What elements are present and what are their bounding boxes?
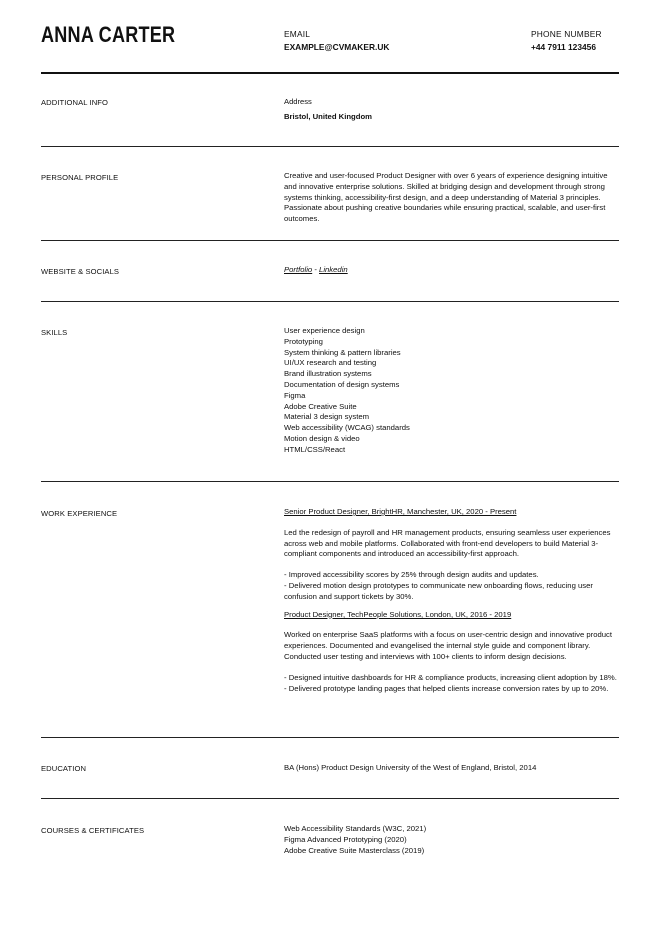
achievement-item: - Delivered motion design prototypes to communicate new onboarding flows, reducing user confusion and support tickets by 30%. [284, 580, 593, 601]
address-label: Address [284, 97, 312, 106]
job-summary: Worked on enterprise SaaS platforms with a focus on user-centric design and innovative product experiences. Documented and evangelised the internal style guide and component library. Conducted user testing and interviews with 100+ clients to inform design decisions. [284, 630, 613, 661]
job-title: Product Designer, TechPeople Solutions, London, UK, 2016 - 2019 [284, 609, 512, 619]
email-value: EXAMPLE@CVMAKER.UK [284, 42, 390, 52]
email-label: EMAIL [284, 29, 311, 39]
linkedin-link[interactable]: Linkedin [319, 265, 348, 274]
courses-list [284, 824, 619, 856]
skill-item: Figma [284, 390, 306, 400]
header-divider [41, 72, 619, 74]
achievement-item: - Delivered prototype landing pages that helped clients increase conversion rates by up to 20%. [284, 683, 609, 693]
skill-item: Motion design & video [284, 433, 360, 443]
skill-item: Adobe Creative Suite [284, 401, 357, 411]
personal-profile-label: PERSONAL PROFILE [41, 173, 119, 182]
achievement-item: - Improved accessibility scores by 25% through design audits and updates. [284, 570, 539, 580]
skill-item: Web accessibility (WCAG) standards [284, 423, 410, 433]
skill-item: UI/UX research and testing [284, 358, 377, 368]
skill-item: System thinking & pattern libraries [284, 347, 401, 357]
course-item: Web Accessibility Standards (W3C, 2021) [284, 824, 427, 833]
skills-list [284, 326, 619, 456]
address-value: Bristol, United Kingdom [284, 111, 372, 121]
additional-info-label: ADDITIONAL INFO [41, 98, 109, 107]
work-experience-label: WORK EXPERIENCE [41, 509, 118, 518]
section-divider [41, 240, 619, 241]
job-entry [284, 507, 619, 603]
work-experience-content [284, 507, 619, 694]
course-item: Figma Advanced Prototyping (2020) [284, 834, 407, 844]
achievement-item: - Designed intuitive dashboards for HR & compliance products, increasing client adoption by 18%. [284, 672, 617, 682]
section-divider [41, 798, 619, 799]
course-item: Adobe Creative Suite Masterclass (2019) [284, 845, 425, 855]
job-title: Senior Product Designer, BrightHR, Manchester, UK, 2020 - Present [284, 507, 517, 516]
education-text: BA (Hons) Product Design University of the West of England, Bristol, 2014 [284, 763, 537, 772]
website-socials-links [284, 265, 619, 276]
job-achievements [284, 673, 619, 695]
skills-label: SKILLS [41, 328, 68, 337]
education-label: EDUCATION [41, 764, 87, 773]
job-summary: Led the redesign of payroll and HR management products, ensuring seamless user experiences across web and mobile platforms. Collaborated with front-end developers to build Material 3-compliant components and introduced an accessibility-first approach. [284, 527, 611, 559]
section-divider [41, 146, 619, 147]
phone-value: +44 7911 123456 [531, 42, 596, 52]
courses-label: COURSES & CERTIFICATES [41, 826, 145, 835]
personal-profile-text: Creative and user-focused Product Designer with over 6 years of experience designing intuitive and innovative enterprise solutions. Skilled at bridging design and development through strong systems thinking, accessibility-first design, and a deep understanding of Material 3 principles. Passionate about pushing creative boundaries while ensuring practical, scalable, and user-first outcomes. [284, 171, 608, 224]
additional-info-content [284, 97, 619, 123]
skill-item: User experience design [284, 326, 365, 335]
skill-item: HTML/CSS/React [284, 444, 346, 454]
section-divider [41, 737, 619, 738]
website-socials-label: WEBSITE & SOCIALS [41, 267, 120, 276]
skill-item: Prototyping [284, 336, 323, 346]
link-separator: - [312, 265, 320, 274]
phone-label: PHONE NUMBER [531, 29, 602, 39]
skill-item: Material 3 design system [284, 412, 370, 422]
portfolio-link[interactable]: Portfolio [284, 265, 313, 274]
section-divider [41, 301, 619, 302]
candidate-name: ANNA CARTER [41, 22, 176, 47]
job-achievements [284, 570, 619, 602]
section-divider [41, 481, 619, 482]
skill-item: Brand illustration systems [284, 369, 372, 379]
job-entry [284, 610, 619, 695]
skill-item: Documentation of design systems [284, 379, 400, 389]
